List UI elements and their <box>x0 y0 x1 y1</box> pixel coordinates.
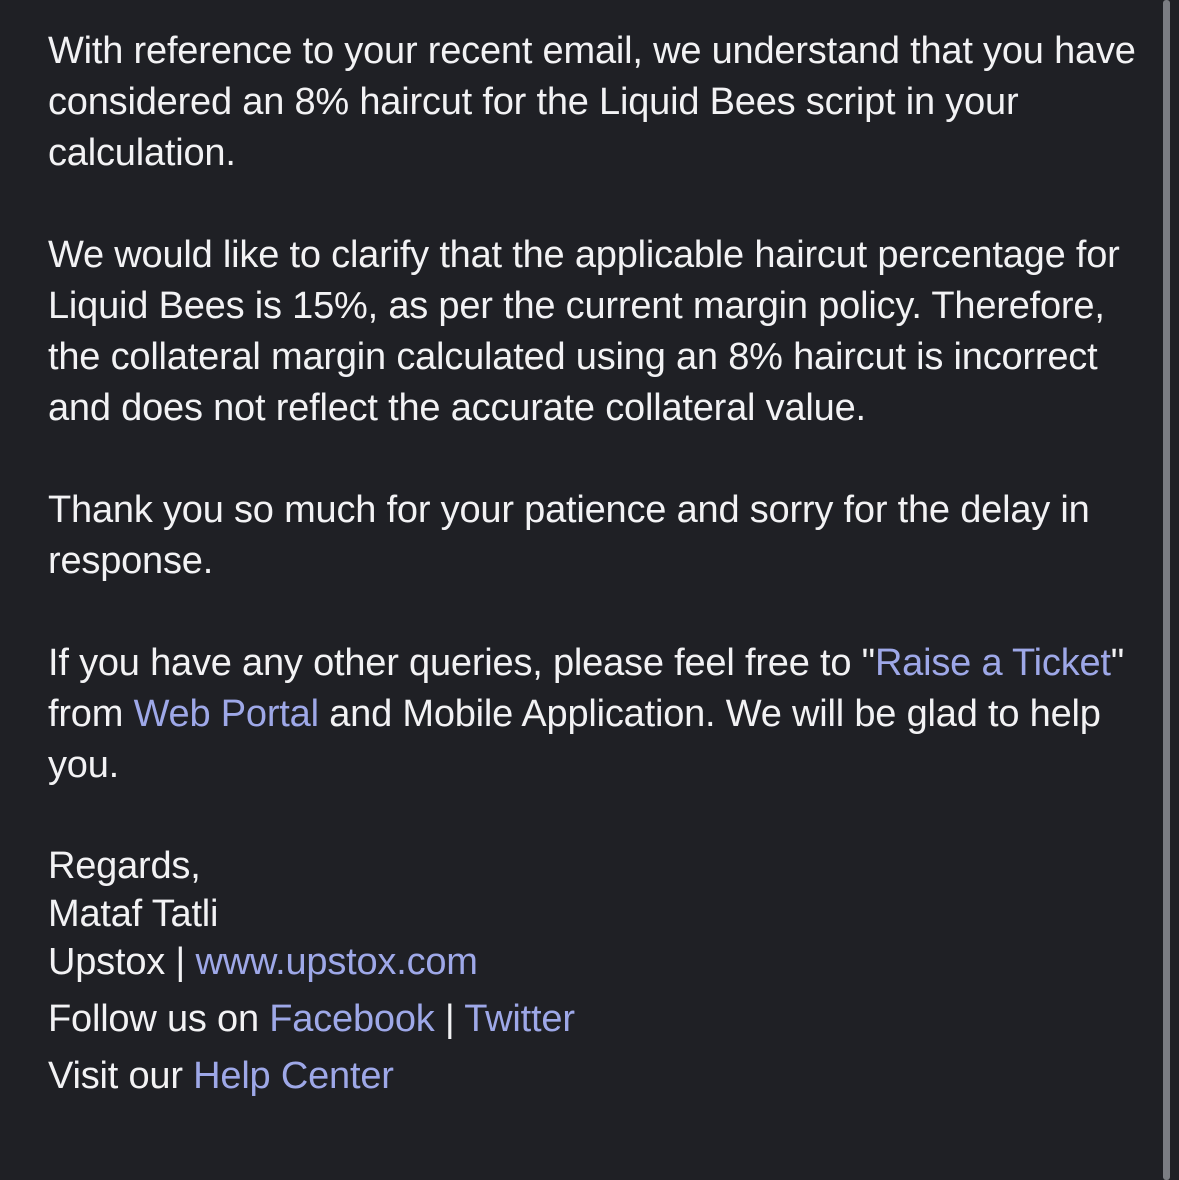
signature-company-line <box>48 938 1148 986</box>
follow-prefix: Follow us on <box>48 998 270 1040</box>
facebook-link[interactable]: Facebook <box>269 998 435 1040</box>
queries-suffix: and Mobile Application. We will be glad to help you. <box>48 693 1101 786</box>
paragraph-thanks: Thank you so much for your patience and sorry for the delay in response. <box>48 489 1090 582</box>
signature-name: Mataf Tatli <box>48 893 219 935</box>
window-edge <box>1170 0 1179 1180</box>
web-portal-link[interactable]: Web Portal <box>133 693 319 735</box>
help-center-link[interactable]: Help Center <box>193 1055 394 1097</box>
raise-ticket-link[interactable]: Raise a Ticket <box>874 642 1111 684</box>
paragraph-reference: With reference to your recent email, we understand that you have considered an 8% haircut for the Liquid Bees script in your calculation. <box>48 30 1136 174</box>
email-body <box>48 26 1148 1100</box>
vertical-scrollbar[interactable] <box>1163 0 1170 1180</box>
signature-visit-line <box>48 1052 1148 1100</box>
signature-regards: Regards, <box>48 845 201 887</box>
website-link[interactable]: www.upstox.com <box>195 941 478 983</box>
paragraph-clarification: We would like to clarify that the applicable haircut percentage for Liquid Bees is 15%, as per the current margin policy. Therefore, the collateral margin calculated using an 8% haircut is incorrect and does not reflect the accurate collateral value. <box>48 234 1120 429</box>
paragraph-queries <box>48 638 1148 791</box>
signature <box>48 842 1148 1100</box>
queries-prefix: If you have any other queries, please feel free to " <box>48 642 875 684</box>
visit-prefix: Visit our <box>48 1055 194 1097</box>
signature-company: Upstox <box>48 941 166 983</box>
twitter-link[interactable]: Twitter <box>464 998 575 1040</box>
signature-follow-line <box>48 995 1148 1043</box>
queries-middle: " from <box>48 642 1125 735</box>
signature-separator: | <box>165 941 196 983</box>
social-separator: | <box>434 998 465 1040</box>
